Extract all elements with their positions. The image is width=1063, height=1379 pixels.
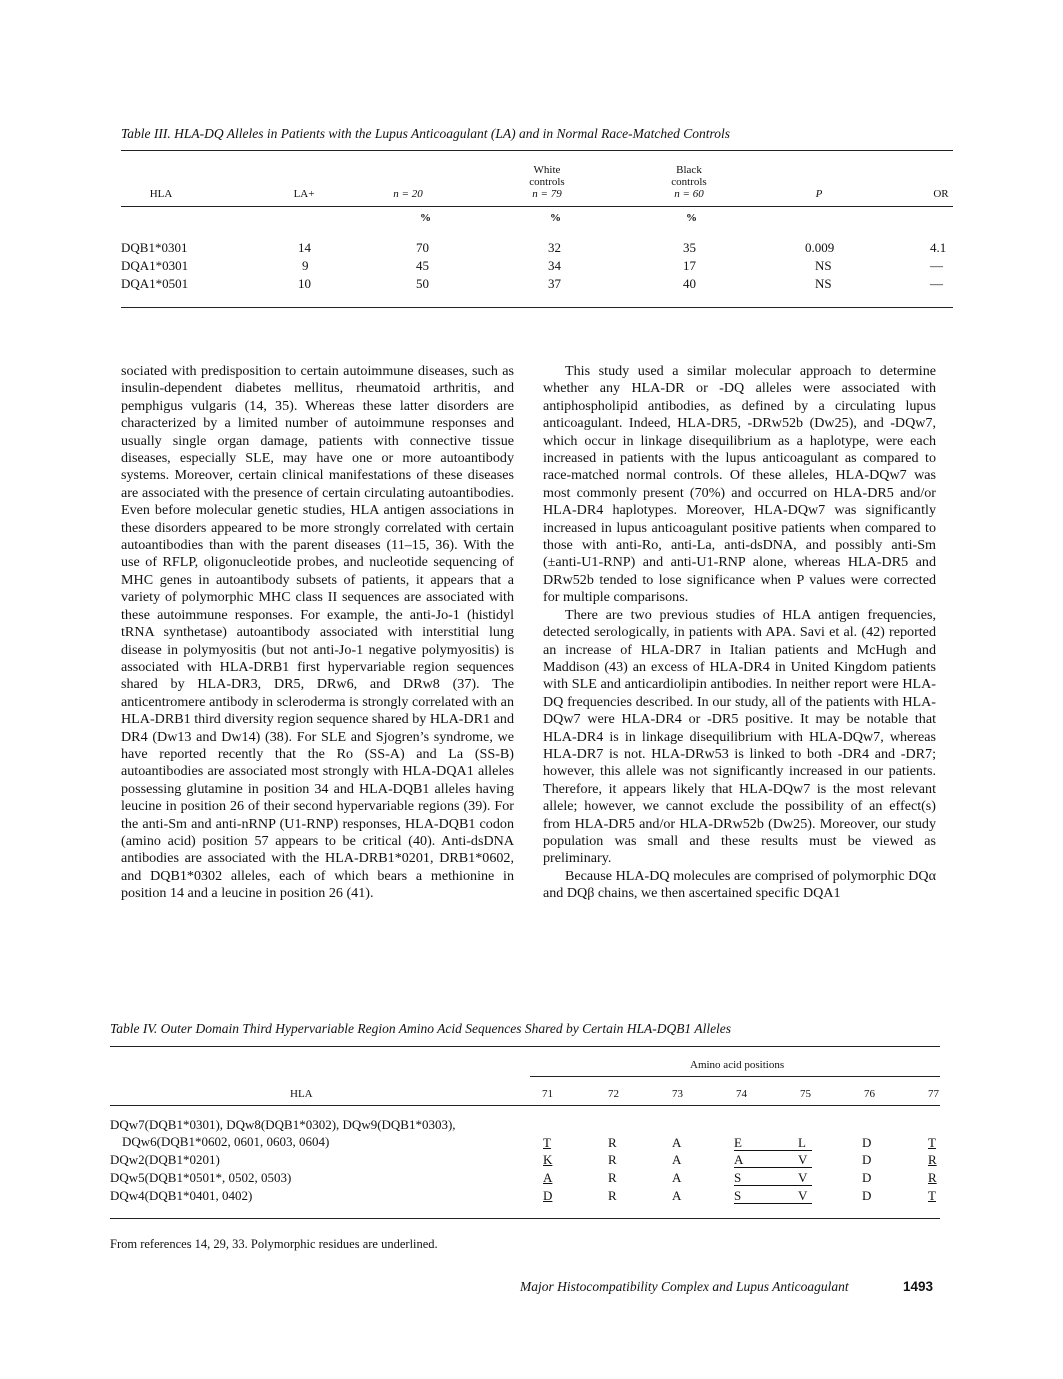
- table3-bottom-rule: [121, 307, 953, 308]
- table3-header-rule: [121, 206, 953, 207]
- paragraph: This study used a similar molecular approach to determine whether any HLA-DR or -DQ alleles were associated with antiphospholipid antibodies, as defined by a circulating lupus anticoagulant. Indeed, HLA-DR5, -DRw52b (Dw25), and -DQw7, which occur in linkage disequilibrium as a haplotype, were each increased in patients with the lupus anticoagulant as compared to race-matched normal controls. Of these alleles, HLA-DQw7 was most commonly present (70%) and occurred on HLA-DR5 and/or HLA-DR4 haplotypes. Moreover, HLA-DQw7 was significantly increased in lupus anticoagulant positive patients when compared to those with anti-Ro, anti-La, anti-dsDNA, and possibly anti-Sm (±anti-U1-RNP) and anti-U1-RNP alone, whereas HLA-DR5 and DRw52b tended to lose significance when P values were corrected for multiple comparisons.: [543, 363, 936, 606]
- t3-header-n: n = 20: [393, 188, 423, 200]
- t3-header-hla: HLA: [149, 188, 173, 200]
- page-number: 1493: [903, 1279, 934, 1294]
- t4-header-hla: HLA: [290, 1088, 313, 1100]
- table4-bottom-rule: [110, 1218, 940, 1219]
- t4-pos-71: 71: [542, 1088, 553, 1100]
- t4-pos-75: 75: [800, 1088, 811, 1100]
- table4-top-rule: [110, 1046, 940, 1047]
- t3-header-white: White controls n = 79: [529, 164, 565, 200]
- t4-pos-74: 74: [736, 1088, 747, 1100]
- running-title: Major Histocompatibility Complex and Lupus Anticoagulant: [520, 1279, 849, 1294]
- t4-pos-73: 73: [672, 1088, 683, 1100]
- t3-header-or: OR: [933, 188, 949, 200]
- t3-unit-pct3: %: [686, 212, 697, 224]
- table3-top-rule: [121, 150, 953, 151]
- t3-unit-pct2: %: [550, 212, 561, 224]
- t4-pos-76: 76: [864, 1088, 875, 1100]
- t3-header-black: Black controls n = 60: [671, 164, 707, 200]
- t3-header-p: P: [815, 188, 823, 200]
- paragraph: Because HLA-DQ molecules are comprised of polymorphic DQα and DQβ chains, we then ascertained specific DQA1: [543, 867, 936, 902]
- right-column: [543, 363, 936, 903]
- table4-footnote: From references 14, 29, 33. Polymorphic residues are underlined.: [110, 1237, 438, 1251]
- table3-caption: Table III. HLA-DQ Alleles in Patients with the Lupus Anticoagulant (LA) and in Normal Race-Matched Controls: [121, 126, 730, 141]
- t3-header-la: LA+: [293, 188, 315, 200]
- table4-header-rule: [110, 1105, 940, 1106]
- table4-caption: Table IV. Outer Domain Third Hypervariable Region Amino Acid Sequences Shared by Certain HLA-DQB1 Alleles: [110, 1021, 732, 1036]
- t4-pos-72: 72: [608, 1088, 619, 1100]
- t3-unit-pct1: %: [420, 212, 431, 224]
- t4-group-rule: [530, 1076, 940, 1077]
- paragraph: sociated with predisposition to certain autoimmune diseases, such as insulin-dependent diabetes mellitus, rheumatoid arthritis, and pemphigus vulgaris (14, 35). Whereas these latter disorders are characterized by a limited number of autoimmune responses and usually single organ damage, patients with connective tissue diseases, especially SLE, may have one or more autoantibody systems. Moreover, certain clinical manifestations of these diseases are associated with the presence of certain circulating autoantibodies. Even before molecular genetic studies, HLA antigen associations in these disorders appeared to be more strongly correlated with certain autoantibodies than with the parent diseases (11–15, 36). With the use of RFLP, oligonucleotide probes, and nucleotide sequencing of MHC genes in autoantibody subsets of patients, it appears that a variety of polymorphic MHC class II sequences are associated with these autoimmune responses. For example, the anti-Jo-1 (histidyl tRNA synthetase) autoantibody associated with interstitial lung disease in polymyositis (but not anti-Jo-1 negative polymyositis) is associated with HLA-DRB1 first hypervariable region sequences shared by HLA-DR3, DR5, DRw6, and DRw8 (37). The anticentromere antibody in scleroderma is strongly correlated with an HLA-DRB1 third diversity region sequence shared by HLA-DR1 and DR4 (Dw13 and Dw14) (38). For SLE and Sjogren’s syndrome, we have reported recently that the Ro (SS-A) and La (SS-B) autoantibodies are associated most strongly with HLA-DQA1 alleles possessing glutamine in position 34 and HLA-DQB1 alleles having leucine in position 26 of their second hypervariable regions (39). For the anti-Sm and anti-nRNP (U1-RNP) responses, HLA-DQB1 codon (amino acid) position 57 appears to be critical (40). Anti-dsDNA antibodies are associated with the HLA-DRB1*0201, DRB1*0602, and DQB1*0302 alleles, each of which bears a methionine in position 14 and a leucine in position 26 (41).: [121, 363, 514, 902]
- left-column: [121, 363, 514, 903]
- paragraph: There are two previous studies of HLA antigen frequencies, detected serologically, in patients with APA. Savi et al. (42) reported an increase of HLA-DR7 in Italian patients and McHugh and Maddison (43) an excess of HLA-DR4 in United Kingdom patients with SLE and anticardiolipin antibodies. In neither report were HLA-DQ frequencies described. In our study, all of the patients with HLA-DQw7 were HLA-DR4 or -DR5 positive. It may be notable that HLA-DR4 is in linkage disequilibrium with HLA-DQw7, whereas HLA-DR7 is not. HLA-DRw53 is linked to both -DR4 and -DR7; however, this allele was not significantly increased in our patients. Therefore, it appears likely that HLA-DQw7 is the most relevant allele; however, we cannot exclude the possibility of an effect(s) from HLA-DR5 and/or HLA-DRw52b (Dw25). Moreover, our study population was small and these results must be viewed as preliminary.: [543, 606, 936, 867]
- t4-group-header: Amino acid positions: [690, 1059, 785, 1071]
- t4-pos-77: 77: [928, 1088, 939, 1100]
